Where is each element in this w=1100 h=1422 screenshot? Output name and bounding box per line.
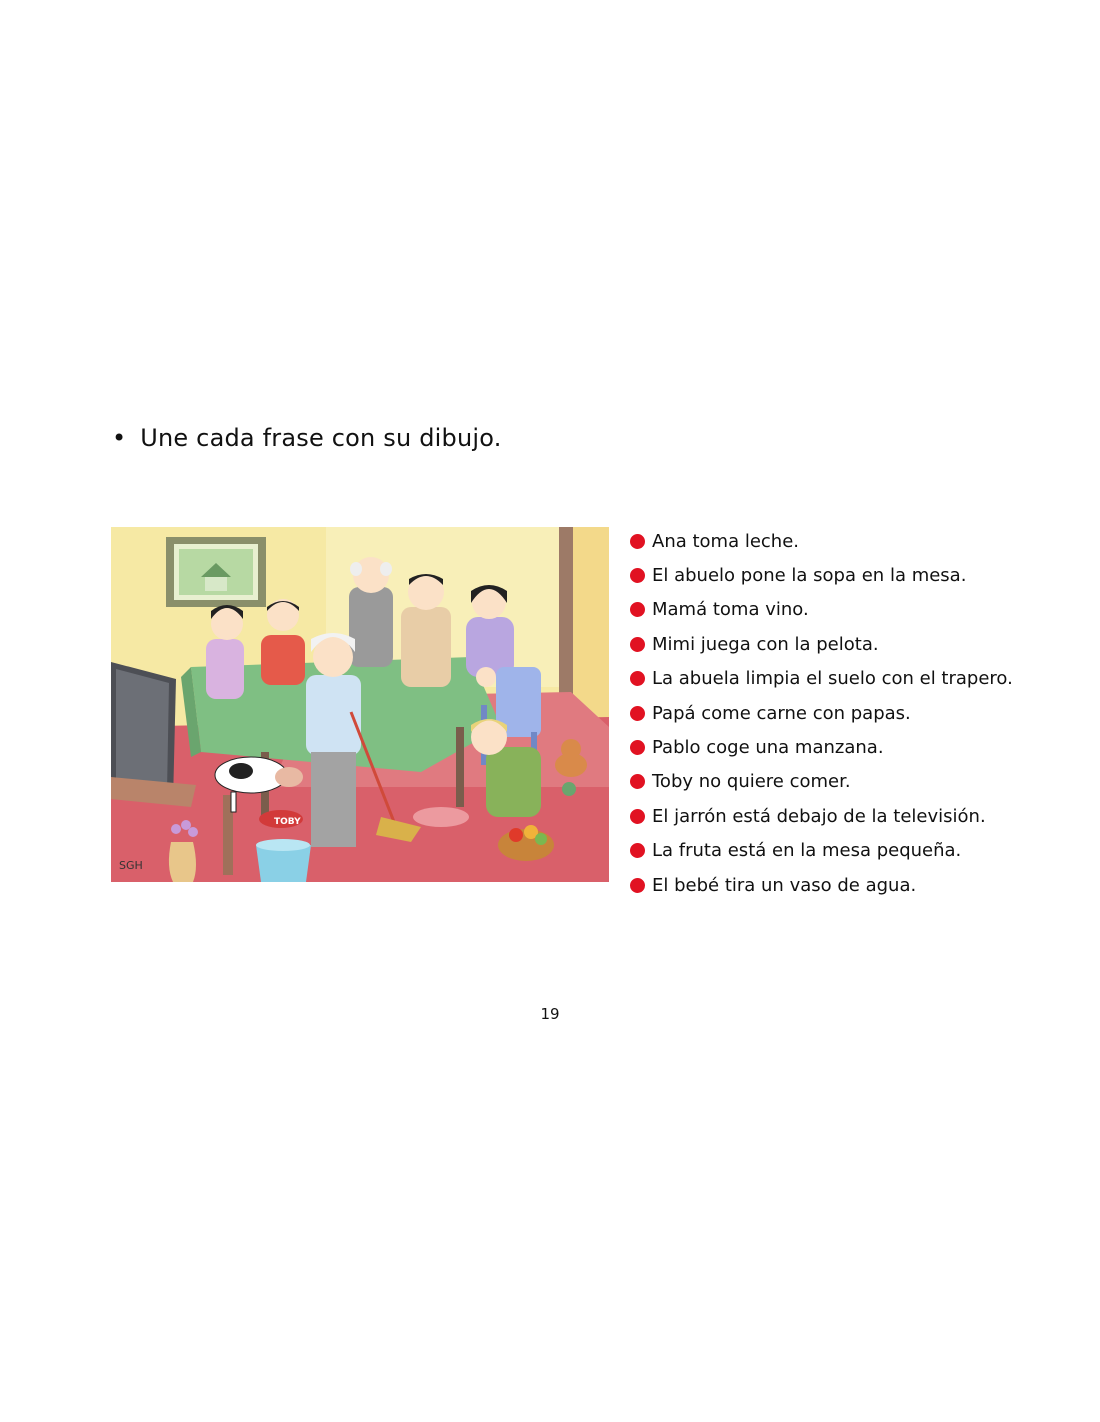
list-item: Pablo coge una manzana. — [630, 730, 1013, 764]
ball-of-yarn — [562, 782, 576, 796]
red-bullet-icon — [630, 568, 645, 583]
flower-vase — [169, 820, 198, 882]
list-item: Mimi juega con la pelota. — [630, 627, 1013, 661]
red-bullet-icon — [630, 534, 645, 549]
red-bullet-icon — [630, 843, 645, 858]
list-item: Papá come carne con papas. — [630, 696, 1013, 730]
list-item: La fruta está en la mesa pequeña. — [630, 834, 1013, 868]
list-item: El abuelo pone la sopa en la mesa. — [630, 558, 1013, 592]
dad — [401, 574, 451, 687]
grandpa — [349, 557, 393, 667]
list-item: Ana toma leche. — [630, 524, 1013, 558]
framed-picture — [166, 537, 266, 607]
artist-signature: SGH — [119, 859, 143, 872]
list-item: El jarrón está debajo de la televisión. — [630, 799, 1013, 833]
instruction-text: Une cada frase con su dibujo. — [140, 424, 502, 452]
red-bullet-icon — [630, 878, 645, 893]
instruction-bullet: • — [112, 424, 127, 452]
dog-bowl — [259, 810, 303, 828]
svg-text:TOBY: TOBY — [274, 817, 301, 827]
red-bullet-icon — [630, 706, 645, 721]
page-number: 19 — [540, 1005, 560, 1023]
side-wall — [573, 527, 609, 727]
list-item: Mamá toma vino. — [630, 593, 1013, 627]
water-puddle — [413, 807, 469, 827]
red-bullet-icon — [630, 740, 645, 755]
red-bullet-icon — [630, 774, 645, 789]
red-bullet-icon — [630, 809, 645, 824]
family-dining-room-illustration — [111, 527, 609, 882]
bucket — [256, 839, 311, 882]
list-item: El bebé tira un vaso de agua. — [630, 868, 1013, 902]
boy — [261, 599, 305, 685]
list-item: Toby no quiere comer. — [630, 765, 1013, 799]
red-bullet-icon — [630, 637, 645, 652]
exercise-instruction — [112, 424, 502, 452]
sentence-list — [630, 524, 1013, 902]
mom — [466, 585, 514, 677]
list-item: La abuela limpia el suelo con el trapero. — [630, 662, 1013, 696]
red-bullet-icon — [630, 602, 645, 617]
red-bullet-icon — [630, 671, 645, 686]
